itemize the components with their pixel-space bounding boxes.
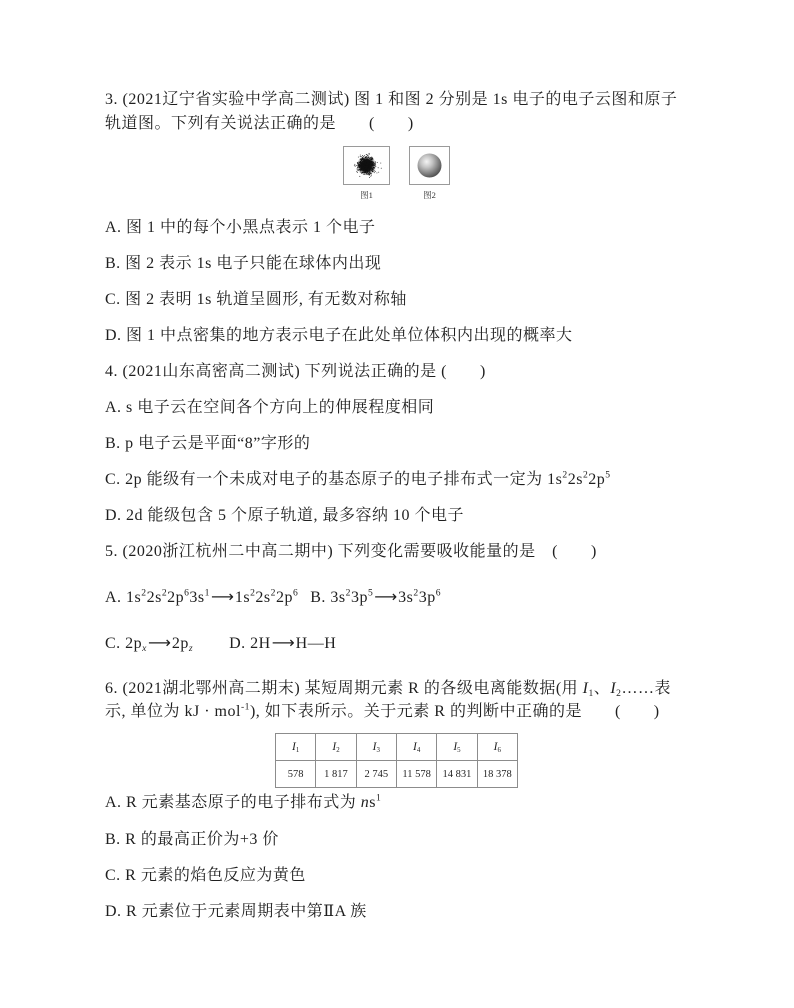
text-run: 3s <box>398 589 414 606</box>
cloud-dot <box>374 172 375 173</box>
text-run: D. R 元素位于元素周期表中第ⅡA 族 <box>105 903 367 920</box>
superscript: 2 <box>582 469 589 481</box>
text-run: 5. (2020浙江杭州二中高二期中) 下列变化需要吸收能量的是 ( ) <box>105 543 597 560</box>
cloud-dot <box>367 155 368 156</box>
text-run: 2s <box>255 589 271 606</box>
cloud-dot <box>358 157 359 158</box>
cloud-dot <box>360 162 361 163</box>
cloud-dot <box>377 172 378 173</box>
text-run: A. 1s <box>105 589 142 606</box>
cloud-dot <box>373 162 374 163</box>
subscript: 2 <box>616 687 622 699</box>
cloud-dot <box>365 164 366 165</box>
subscript: 4 <box>416 747 421 755</box>
cloud-dot <box>366 161 367 162</box>
italic-symbol: I <box>413 741 417 753</box>
cloud-dot <box>362 169 363 170</box>
superscript: 2 <box>141 587 147 599</box>
cloud-dot <box>358 169 359 170</box>
cloud-dot <box>360 155 361 156</box>
cloud-dot <box>357 162 358 163</box>
cloud-dot <box>365 160 366 161</box>
italic-symbol: I <box>453 741 458 753</box>
table-cell-i3: 2 745 <box>356 761 396 788</box>
cloud-dot <box>369 161 370 162</box>
cloud-dot <box>367 159 368 160</box>
cloud-dot <box>378 172 379 173</box>
text-run: 2s <box>567 471 583 488</box>
italic-symbol: I <box>582 680 589 697</box>
cloud-dot <box>363 168 364 169</box>
text-run: 2p <box>275 589 293 606</box>
cloud-dot <box>370 157 371 158</box>
text-run: ……表 <box>621 680 671 697</box>
cloud-dot <box>354 164 355 165</box>
cloud-dot <box>361 159 362 160</box>
question-6-option-b <box>105 829 279 851</box>
cloud-dot <box>378 167 379 168</box>
cloud-dot <box>369 172 370 173</box>
question-6-option-c <box>105 865 306 887</box>
question-5-option-d <box>229 635 336 652</box>
text-run: A. R 元素基态原子的电子排布式为 <box>105 794 361 811</box>
superscript: 2 <box>562 469 568 481</box>
question-5-option-a <box>105 589 298 606</box>
cloud-dot <box>360 156 361 157</box>
electron-cloud-image <box>343 146 390 185</box>
cloud-dot <box>367 164 368 165</box>
cloud-dot <box>366 169 367 170</box>
question-3-option-b <box>105 253 381 275</box>
cloud-dot <box>365 168 366 169</box>
text-run: ), 如下表所示。关于元素 R 的判断中正确的是 ( ) <box>249 703 660 720</box>
cloud-dot <box>372 169 373 170</box>
figure-2 <box>409 146 450 200</box>
cloud-dot <box>366 154 367 155</box>
superscript: 5 <box>605 469 611 481</box>
question-5-option-c <box>105 635 193 652</box>
cloud-dot <box>355 166 356 167</box>
question-3-stem-line-1 <box>105 89 677 111</box>
cloud-dot <box>357 172 358 173</box>
text-run: C. 2p <box>105 635 143 652</box>
reaction-arrow: ⟶ <box>374 587 398 606</box>
cloud-dot <box>364 158 365 159</box>
question-5-options-row-2 <box>105 632 336 654</box>
reaction-arrow: ⟶ <box>210 587 234 606</box>
question-5-stem-line-1 <box>105 541 597 563</box>
cloud-dot <box>360 168 361 169</box>
text-run: 2p <box>588 471 606 488</box>
italic-symbol: I <box>610 680 617 697</box>
cloud-dot <box>370 167 371 168</box>
cloud-dot <box>371 170 372 171</box>
cloud-dot <box>360 170 361 171</box>
text-run: B. p 电子云是平面“8”字形的 <box>105 435 311 452</box>
cloud-dot <box>369 170 370 171</box>
cloud-dot <box>371 165 372 166</box>
cloud-dot <box>371 175 372 176</box>
superscript: 1 <box>375 792 382 804</box>
cloud-dot <box>365 162 366 163</box>
cloud-dot <box>356 165 357 166</box>
text-run: 3s <box>189 589 205 606</box>
cloud-dot <box>362 159 363 160</box>
question-6-stem-line-1 <box>105 678 671 700</box>
cloud-dot <box>363 156 364 157</box>
text-run: 、 <box>593 680 611 697</box>
cloud-dot <box>380 163 381 164</box>
text-run: C. 2p 能级有一个未成对电子的基态原子的电子排布式一定为 1s <box>105 471 563 488</box>
subscript: 3 <box>376 747 380 755</box>
cloud-dot <box>359 165 360 166</box>
cloud-dot <box>372 158 373 159</box>
subscript: 5 <box>457 747 461 755</box>
cloud-dot <box>374 170 375 171</box>
ionization-energy-table <box>275 733 518 788</box>
superscript: 6 <box>435 587 441 599</box>
cloud-dot <box>358 166 359 167</box>
text-run: B. R 的最高正价为+3 价 <box>105 831 279 848</box>
table-header-row <box>276 734 518 761</box>
table-header-i1 <box>276 734 316 761</box>
superscript: 1 <box>204 587 210 599</box>
table-body <box>276 734 518 788</box>
question-4-stem-line-1 <box>105 361 486 383</box>
text-run: 3p <box>418 589 436 606</box>
cloud-dot <box>366 158 367 159</box>
cloud-dot <box>363 164 364 165</box>
cloud-dot <box>374 167 375 168</box>
cloud-dot <box>368 170 369 171</box>
cloud-dot <box>371 173 372 174</box>
cloud-dot <box>367 157 368 158</box>
cloud-dot <box>374 165 375 166</box>
figure-1 <box>343 146 390 200</box>
question-5-option-b <box>310 589 441 606</box>
cloud-dot <box>367 168 368 169</box>
italic-symbol: I <box>292 741 296 753</box>
cloud-dot <box>374 163 375 164</box>
cloud-dot <box>369 159 370 160</box>
question-5-options-row-1 <box>105 586 441 608</box>
text-run: 1s <box>234 589 251 606</box>
question-6-option-d <box>105 901 367 923</box>
text-run: 2p <box>171 635 189 652</box>
text-run: D. 2H <box>229 635 271 652</box>
cloud-dot <box>369 154 370 155</box>
italic-symbol: I <box>332 741 337 753</box>
cloud-dot <box>371 159 372 160</box>
superscript: 2 <box>161 587 168 599</box>
italic-symbol: I <box>493 741 498 753</box>
text-run: A. s 电子云在空间各个方向上的伸展程度相同 <box>105 399 435 416</box>
cloud-dot <box>366 174 367 175</box>
text-run: 6. (2021湖北鄂州高二期末) 某短周期元素 R 的各级电离能数据(用 <box>105 680 583 697</box>
text-run: C. R 元素的焰色反应为黄色 <box>105 867 306 884</box>
superscript: 2 <box>270 587 276 599</box>
cloud-dot <box>363 174 364 175</box>
text-run: D. 图 1 中点密集的地方表示电子在此处单位体积内出现的概率大 <box>105 327 573 344</box>
table-cell-i4: 11 578 <box>396 761 436 788</box>
cloud-dot <box>370 169 371 170</box>
cloud-dot <box>357 170 358 171</box>
text-run: 2s <box>146 589 162 606</box>
cloud-dot <box>369 177 370 178</box>
cloud-dot <box>375 166 376 167</box>
text-run: 轨道图。下列有关说法正确的是 ( ) <box>105 115 414 132</box>
text-run: H—H <box>295 635 337 652</box>
orbital-sphere <box>418 154 442 178</box>
orbital-sphere-image <box>409 146 450 185</box>
reaction-arrow: ⟶ <box>271 633 295 652</box>
cloud-dot <box>367 154 368 155</box>
text-run: 3p <box>350 589 368 606</box>
question-4-option-d <box>105 505 464 527</box>
superscript: 2 <box>413 587 419 599</box>
cloud-dot <box>372 163 373 164</box>
table-cell-i1: 578 <box>276 761 316 788</box>
cloud-dot <box>360 172 361 173</box>
cloud-dot <box>364 174 365 175</box>
cloud-dot <box>362 155 363 156</box>
cloud-dot <box>371 157 372 158</box>
cloud-dot <box>360 165 361 166</box>
cloud-dot <box>363 161 364 162</box>
cloud-dot <box>368 162 369 163</box>
italic-symbol: n <box>360 794 370 811</box>
figure-1-caption: 图1 <box>360 190 373 200</box>
cloud-dot <box>361 156 362 157</box>
table-header-i6 <box>477 734 517 761</box>
subscript: 1 <box>295 747 300 755</box>
table-row <box>276 761 518 788</box>
cloud-dot <box>375 171 376 172</box>
cloud-dot <box>364 155 365 156</box>
cloud-dot <box>356 171 357 172</box>
superscript: 6 <box>184 587 190 599</box>
text-run: s <box>369 794 376 811</box>
cloud-dot <box>370 173 371 174</box>
cloud-dot <box>358 162 359 163</box>
cloud-dot <box>359 166 360 167</box>
cloud-dot <box>362 166 363 167</box>
cloud-dot <box>362 157 363 158</box>
cloud-dot <box>357 168 358 169</box>
text-run: A. 图 1 中的每个小黑点表示 1 个电子 <box>105 219 376 236</box>
cloud-dot <box>368 173 369 174</box>
cloud-dot <box>361 162 362 163</box>
subscript: 6 <box>497 747 501 755</box>
cloud-dot <box>369 175 370 176</box>
subscript: 2 <box>336 747 340 755</box>
table-header-i3 <box>356 734 396 761</box>
cloud-dot <box>372 171 373 172</box>
superscript: 2 <box>345 587 351 599</box>
table-cell-i5: 14 831 <box>437 761 477 788</box>
cloud-dot <box>358 165 359 166</box>
question-3-option-d <box>105 325 573 347</box>
table-header-i4 <box>396 734 436 761</box>
italic-symbol: I <box>372 741 377 753</box>
italic-subscript: z <box>188 642 194 654</box>
question-3-stem-line-2 <box>105 113 414 135</box>
question-3-option-a <box>105 217 376 239</box>
superscript: 5 <box>367 587 374 599</box>
cloud-dot <box>373 167 374 168</box>
text-run: C. 图 2 表明 1s 轨道呈圆形, 有无数对称轴 <box>105 291 407 308</box>
text-run: 示, 单位为 kJ · mol <box>105 703 241 720</box>
table-cell-i2: 1 817 <box>316 761 356 788</box>
question-4-option-a <box>105 397 434 419</box>
subscript: 1 <box>588 687 594 699</box>
question-3-option-c <box>105 289 407 311</box>
cloud-dot <box>377 162 378 163</box>
text-run: 3. (2021辽宁省实验中学高二测试) 图 1 和图 2 分别是 1s 电子的电子云图和原子 <box>105 91 678 108</box>
cloud-dot <box>363 160 364 161</box>
text-run: 2p <box>167 589 185 606</box>
text-run: B. 图 2 表示 1s 电子只能在球体内出现 <box>105 255 382 272</box>
cloud-dot <box>365 172 366 173</box>
question-6-option-a <box>105 792 381 814</box>
superscript: 6 <box>292 587 299 599</box>
superscript: -1 <box>240 701 250 713</box>
reaction-arrow: ⟶ <box>147 633 171 652</box>
cloud-dot <box>363 172 364 173</box>
table-header-i2 <box>316 734 356 761</box>
text-run: B. 3s <box>310 589 346 606</box>
question-4-option-c <box>105 469 611 491</box>
cloud-dot <box>366 164 367 165</box>
italic-subscript: x <box>142 642 147 654</box>
cloud-dot <box>354 165 355 166</box>
electron-cloud-svg <box>344 147 389 184</box>
question-6-stem-line-2 <box>105 701 660 723</box>
cloud-dot <box>365 157 366 158</box>
superscript: 2 <box>250 587 256 599</box>
cloud-dot <box>362 162 363 163</box>
cloud-dot <box>375 161 376 162</box>
cloud-dot <box>370 176 371 177</box>
figure-2-caption: 图2 <box>423 190 436 200</box>
table-header-i5 <box>437 734 477 761</box>
cloud-dot <box>368 164 369 165</box>
cloud-dot <box>375 164 376 165</box>
cloud-dot <box>371 161 372 162</box>
question-4-option-b <box>105 433 310 455</box>
cloud-dot <box>362 172 363 173</box>
cloud-dot <box>369 153 370 154</box>
table-cell-i6: 18 378 <box>477 761 517 788</box>
cloud-dot <box>365 166 366 167</box>
cloud-dot <box>362 158 363 159</box>
text-run: D. 2d 能级包含 5 个原子轨道, 最多容纳 10 个电子 <box>105 507 465 524</box>
orbital-sphere-svg <box>410 147 449 184</box>
cloud-dot <box>381 168 382 169</box>
cloud-dot <box>362 165 363 166</box>
text-run: 4. (2021山东高密高二测试) 下列说法正确的是 ( ) <box>105 363 486 380</box>
cloud-dot <box>373 164 374 165</box>
cloud-dot <box>359 176 360 177</box>
cloud-dot <box>367 167 368 168</box>
cloud-dot <box>366 171 367 172</box>
